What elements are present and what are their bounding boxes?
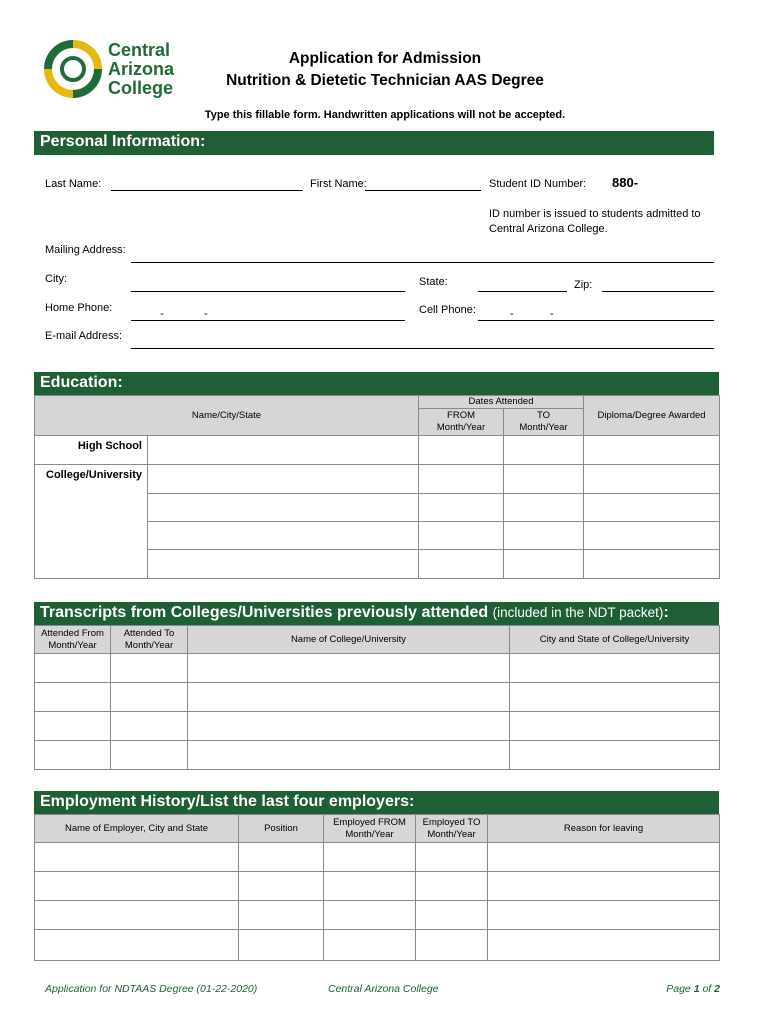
emp-cell[interactable] — [239, 930, 324, 961]
email-label: E-mail Address: — [45, 330, 123, 342]
tr-cell[interactable] — [111, 654, 188, 683]
edu-col-to: TO Month/Year — [504, 409, 584, 436]
footer-form-id: Application for NDTAAS Degree (01-22-2020) — [45, 983, 258, 995]
table-row — [35, 654, 720, 683]
education-table — [34, 395, 720, 579]
home-phone-label: Home Phone: — [45, 302, 113, 314]
tr-cell[interactable] — [510, 712, 720, 741]
emp-cell[interactable] — [488, 872, 720, 901]
edu-cell[interactable] — [584, 436, 720, 465]
edu-cell[interactable] — [419, 494, 504, 522]
logo-line-3: College — [108, 78, 174, 98]
table-row — [35, 930, 720, 961]
transcripts-heading-colon: : — [663, 604, 669, 621]
table-row — [35, 843, 720, 872]
emp-col-reason: Reason for leaving — [488, 815, 720, 843]
transcripts-heading-text: Transcripts from Colleges/Universities previously attended — [40, 604, 489, 621]
tr-col-name: Name of College/University — [188, 626, 510, 654]
cell-phone-sep-1: - — [510, 308, 514, 320]
edu-cell[interactable] — [504, 522, 584, 550]
emp-cell[interactable] — [488, 843, 720, 872]
edu-cell[interactable] — [419, 436, 504, 465]
emp-cell[interactable] — [239, 872, 324, 901]
transcripts-heading-note: (included in the NDT packet) — [492, 605, 664, 620]
emp-col-position: Position — [239, 815, 324, 843]
zip-label: Zip: — [574, 279, 593, 291]
emp-cell[interactable] — [239, 901, 324, 930]
zip-field[interactable] — [602, 291, 714, 292]
edu-col-from: FROM Month/Year — [419, 409, 504, 436]
emp-cell[interactable] — [35, 901, 239, 930]
edu-cell[interactable] — [584, 494, 720, 522]
emp-cell[interactable] — [416, 901, 488, 930]
employment-table — [34, 814, 720, 961]
emp-cell[interactable] — [324, 872, 416, 901]
tr-cell[interactable] — [510, 683, 720, 712]
edu-cell[interactable] — [584, 465, 720, 494]
first-name-field[interactable] — [365, 190, 481, 191]
student-id-prefix: 880- — [612, 175, 639, 190]
last-name-field[interactable] — [111, 190, 303, 191]
edu-cell[interactable] — [584, 550, 720, 579]
emp-cell[interactable] — [35, 872, 239, 901]
tr-cell[interactable] — [111, 712, 188, 741]
city-field[interactable] — [131, 291, 405, 292]
emp-col-employer: Name of Employer, City and State — [35, 815, 239, 843]
edu-cell[interactable] — [504, 494, 584, 522]
tr-cell[interactable] — [35, 683, 111, 712]
emp-col-to: Employed TO Month/Year — [416, 815, 488, 843]
tr-cell[interactable] — [510, 654, 720, 683]
footer-college: Central Arizona College — [328, 983, 439, 995]
emp-cell[interactable] — [416, 843, 488, 872]
tr-cell[interactable] — [188, 654, 510, 683]
email-field[interactable] — [131, 348, 714, 349]
table-row — [35, 683, 720, 712]
tr-cell[interactable] — [35, 741, 111, 770]
table-row — [35, 901, 720, 930]
city-label: City: — [45, 273, 67, 285]
student-id-label: Student ID Number: — [489, 178, 587, 190]
mailing-address-field[interactable] — [131, 262, 714, 263]
edu-cell[interactable] — [148, 494, 419, 522]
student-id-field[interactable] — [598, 190, 714, 191]
table-row — [35, 465, 720, 494]
personal-info-heading: Personal Information: — [34, 131, 714, 155]
cell-phone-sep-2: - — [550, 308, 554, 320]
state-label: State: — [419, 276, 448, 288]
last-name-label: Last Name: — [45, 178, 102, 190]
edu-cell[interactable] — [504, 465, 584, 494]
transcripts-table — [34, 625, 720, 770]
home-phone-sep-1: - — [160, 308, 164, 320]
first-name-label: First Name: — [310, 178, 367, 190]
form-instruction: Type this fillable form. Handwritten applications will not be accepted. — [204, 109, 566, 121]
page-title: Application for Admission — [288, 50, 482, 67]
mailing-address-label: Mailing Address: — [45, 244, 126, 256]
college-label: College/University — [35, 465, 148, 579]
edu-cell[interactable] — [148, 465, 419, 494]
edu-col-diploma: Diploma/Degree Awarded — [584, 396, 720, 436]
tr-cell[interactable] — [510, 741, 720, 770]
edu-cell[interactable] — [504, 436, 584, 465]
emp-cell[interactable] — [35, 843, 239, 872]
tr-cell[interactable] — [35, 654, 111, 683]
tr-col-to: Attended To Month/Year — [111, 626, 188, 654]
home-phone-sep-2: - — [204, 308, 208, 320]
education-heading: Education: — [34, 372, 719, 396]
tr-cell[interactable] — [35, 712, 111, 741]
home-phone-field[interactable] — [131, 320, 405, 321]
edu-col-name: Name/City/State — [35, 396, 419, 436]
table-row — [35, 872, 720, 901]
edu-cell[interactable] — [504, 550, 584, 579]
college-logo-icon — [44, 40, 102, 98]
tr-col-from: Attended From Month/Year — [35, 626, 111, 654]
edu-cell[interactable] — [419, 550, 504, 579]
emp-cell[interactable] — [324, 930, 416, 961]
edu-cell[interactable] — [148, 436, 419, 465]
cell-phone-field[interactable] — [478, 320, 714, 321]
emp-cell[interactable] — [324, 843, 416, 872]
cell-phone-label: Cell Phone: — [419, 304, 476, 316]
high-school-label: High School — [35, 436, 148, 465]
table-row — [35, 436, 720, 465]
edu-cell[interactable] — [148, 550, 419, 579]
table-row — [35, 741, 720, 770]
college-logo — [44, 40, 184, 100]
page-subtitle: Nutrition & Dietetic Technician AAS Degree — [226, 72, 544, 89]
student-id-note: ID number is issued to students admitted to Central Arizona College. — [489, 208, 701, 235]
table-row — [35, 712, 720, 741]
tr-cell[interactable] — [111, 683, 188, 712]
transcripts-heading — [34, 602, 719, 626]
edu-cell[interactable] — [148, 522, 419, 550]
tr-cell[interactable] — [188, 683, 510, 712]
edu-cell[interactable] — [584, 522, 720, 550]
emp-cell[interactable] — [324, 901, 416, 930]
tr-cell[interactable] — [188, 712, 510, 741]
edu-cell[interactable] — [419, 522, 504, 550]
emp-col-from: Employed FROM Month/Year — [324, 815, 416, 843]
state-field[interactable] — [478, 291, 567, 292]
tr-col-city-state: City and State of College/University — [510, 626, 720, 654]
logo-line-2: Arizona — [108, 59, 175, 79]
employment-heading: Employment History/List the last four employers: — [34, 791, 719, 815]
footer-page-number: Page 1 of 2 — [666, 983, 720, 995]
emp-cell[interactable] — [416, 930, 488, 961]
tr-cell[interactable] — [111, 741, 188, 770]
edu-col-dates: Dates Attended — [419, 396, 584, 409]
emp-cell[interactable] — [239, 843, 324, 872]
emp-cell[interactable] — [416, 872, 488, 901]
emp-cell[interactable] — [35, 930, 239, 961]
emp-cell[interactable] — [488, 901, 720, 930]
edu-cell[interactable] — [419, 465, 504, 494]
emp-cell[interactable] — [488, 930, 720, 961]
logo-line-1: Central — [108, 40, 171, 60]
tr-cell[interactable] — [188, 741, 510, 770]
